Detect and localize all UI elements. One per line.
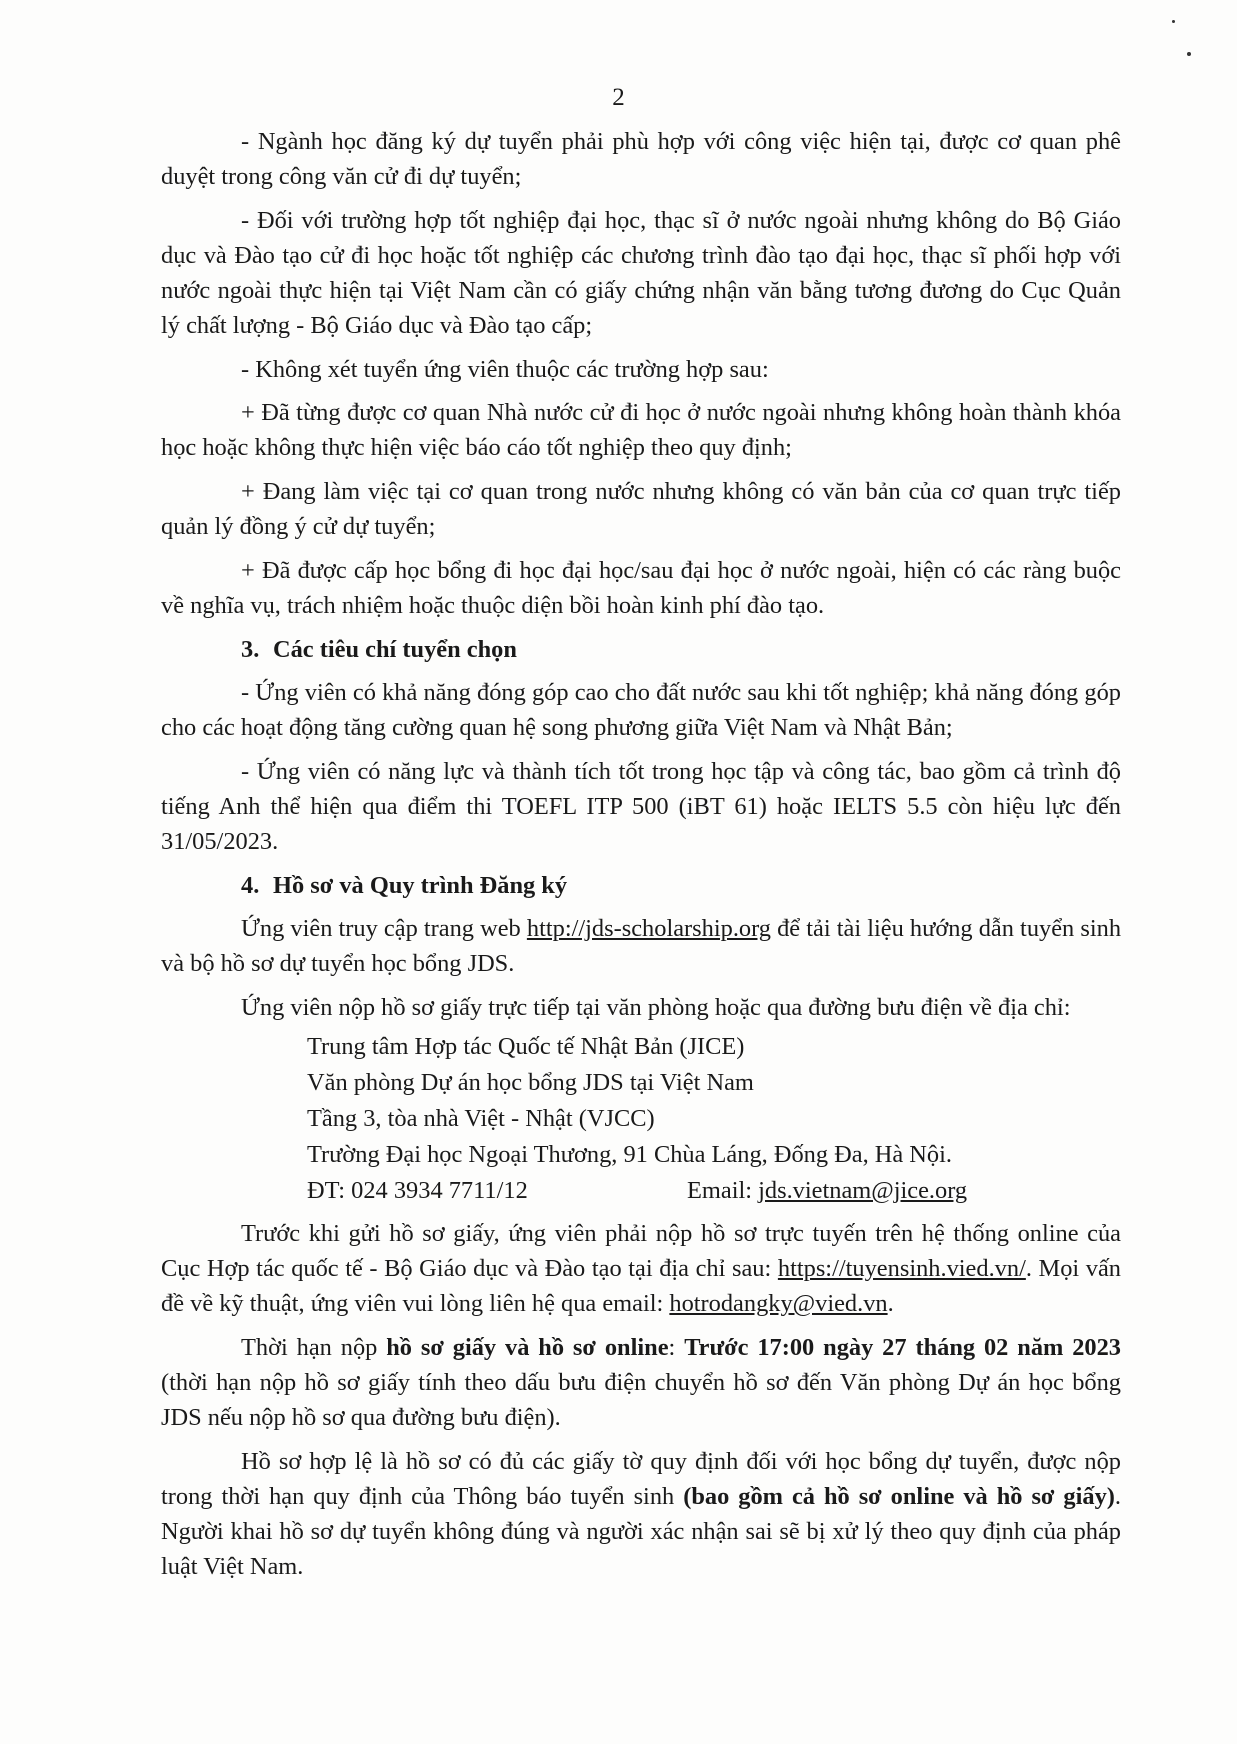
address-contact-row: [307, 1173, 1121, 1208]
office-email-link[interactable]: jds.vietnam@jice.org: [758, 1177, 968, 1204]
office-address-block: [161, 1029, 1121, 1208]
section-3-heading: [161, 632, 1121, 667]
vied-portal-link[interactable]: https://tuyensinh.vied.vn/: [777, 1255, 1026, 1282]
text-fragment: (thời hạn nộp hồ sơ giấy tính theo dấu bưu điện chuyển hồ sơ đến Văn phòng Dự án học bổng JDS nếu nộp hồ sơ qua đường bưu điện).: [161, 1369, 1121, 1431]
paragraph-exclusions-intro: - Không xét tuyển ứng viên thuộc các trường hợp sau:: [241, 356, 769, 383]
paragraph-deadline: [161, 1330, 1121, 1435]
text-fragment: Ứng viên truy cập trang web: [241, 915, 527, 942]
document-body: [161, 124, 1121, 1593]
text-fragment: Trước khi gửi hồ sơ giấy, ứng viên phải nộp hồ sơ trực tuyến trên hệ thống online của Cục Hợp tác quốc tế - Bộ Giáo dục và Đào tạo tại địa chỉ sau:: [161, 1220, 1121, 1282]
section-4-heading: [161, 868, 1121, 903]
scan-speck: [1172, 20, 1175, 23]
phone-number: ĐT: 024 3934 7711/12: [307, 1177, 528, 1204]
section-3-title: Các tiêu chí tuyển chọn: [273, 636, 517, 663]
section-4-title: Hồ sơ và Quy trình Đăng ký: [273, 872, 568, 899]
paragraph-criteria-contribution: - Ứng viên có khả năng đóng góp cao cho đất nước sau khi tốt nghiệp; khả năng đóng góp cho các hoạt động tăng cường quan hệ song phương giữa Việt Nam và Nhật Bản;: [161, 679, 1121, 741]
paragraph-criteria-ability: - Ứng viên có năng lực và thành tích tốt trong học tập và công tác, bao gồm cả trình độ tiếng Anh thể hiện qua điểm thi TOEFL ITP 500 (iBT 61) hoặc IELTS 5.5 còn hiệu lực đến 31/05/2023.: [161, 758, 1121, 855]
address-line-floor: Tầng 3, tòa nhà Việt - Nhật (VJCC): [307, 1105, 655, 1132]
text-fragment: . Người khai hồ sơ dự tuyển không đúng và người xác nhận sai sẽ bị xử lý theo quy định của pháp luật Việt Nam.: [161, 1483, 1122, 1580]
email-label: Email:: [687, 1177, 759, 1204]
text-fragment: để tải tài liệu hướng dẫn tuyển sinh và bộ hồ sơ dự tuyển học bổng JDS.: [161, 915, 1122, 977]
scan-speck: [1187, 52, 1191, 56]
text-fragment: Thời hạn nộp: [241, 1334, 387, 1361]
text-fragment: . Mọi vấn đề về kỹ thuật, ứng viên vui lòng liên hệ qua email:: [161, 1255, 1122, 1317]
paragraph-exclusion-3: + Đã được cấp học bổng đi học đại học/sau đại học ở nước ngoài, hiện có các ràng buộc về nghĩa vụ, trách nhiệm hoặc thuộc diện bồi hoàn kinh phí đào tạo.: [161, 557, 1121, 619]
text-fragment: Hồ sơ hợp lệ là hồ sơ có đủ các giấy tờ quy định đối với học bổng dự tuyển, được nộp trong thời hạn quy định của Thông báo tuyển sinh: [161, 1448, 1121, 1510]
address-line-office: Văn phòng Dự án học bổng JDS tại Việt Nam: [307, 1069, 754, 1096]
deadline-scope: hồ sơ giấy và hồ sơ online: [386, 1334, 669, 1361]
support-email-link[interactable]: hotrodangky@vied.vn: [669, 1290, 888, 1317]
paragraph-website: [161, 911, 1121, 981]
dossier-scope: (bao gồm cả hồ sơ online và hồ sơ giấy): [683, 1483, 1115, 1510]
paragraph-field-of-study: - Ngành học đăng ký dự tuyển phải phù hợp với công việc hiện tại, được cơ quan phê duyệt trong công văn cử đi dự tuyển;: [161, 128, 1121, 190]
email-contact: [687, 1173, 967, 1208]
section-4-number: 4.: [241, 872, 260, 899]
paragraph-exclusion-1: + Đã từng được cơ quan Nhà nước cử đi học ở nước ngoài nhưng không hoàn thành khóa học hoặc không thực hiện việc báo cáo tốt nghiệp theo quy định;: [161, 399, 1121, 461]
paragraph-foreign-degree: - Đối với trường hợp tốt nghiệp đại học, thạc sĩ ở nước ngoài nhưng không do Bộ Giáo dục và Đào tạo cử đi học hoặc tốt nghiệp các chương trình đào tạo đại học, thạc sĩ phối hợp với nước ngoài thực hiện tại Việt Nam cần có giấy chứng nhận văn bằng tương đương do Cục Quản lý chất lượng - Bộ Giáo dục và Đào tạo cấp;: [161, 207, 1121, 339]
address-line-street: Trường Đại học Ngoại Thương, 91 Chùa Láng, Đống Đa, Hà Nội.: [307, 1141, 952, 1168]
paragraph-valid-dossier: [161, 1444, 1121, 1584]
address-line-organization: Trung tâm Hợp tác Quốc tế Nhật Bản (JICE): [307, 1033, 745, 1060]
text-fragment: .: [887, 1290, 894, 1317]
text-fragment: :: [668, 1334, 685, 1361]
page-number: 2: [612, 84, 625, 111]
paragraph-exclusion-2: + Đang làm việc tại cơ quan trong nước nhưng không có văn bản của cơ quan trực tiếp quản lý đồng ý cử dự tuyển;: [161, 478, 1121, 540]
section-3-number: 3.: [241, 636, 260, 663]
deadline-date: Trước 17:00 ngày 27 tháng 02 năm 2023: [684, 1334, 1121, 1361]
jds-website-link[interactable]: http://jds-scholarship.org: [526, 915, 771, 942]
paragraph-submission: Ứng viên nộp hồ sơ giấy trực tiếp tại văn phòng hoặc qua đường bưu điện về địa chỉ:: [241, 994, 1071, 1021]
paragraph-online-submission: [161, 1216, 1121, 1321]
